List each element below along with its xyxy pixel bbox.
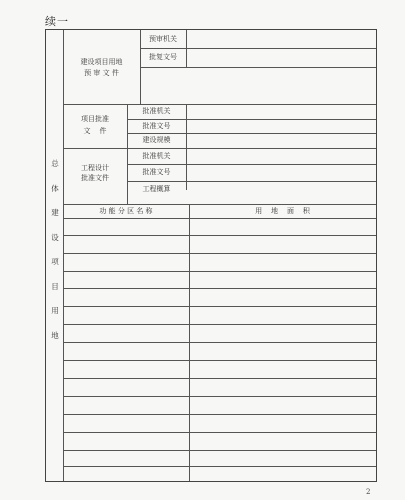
field-label: 批准机关 [142, 107, 171, 115]
page-number: 2 [366, 488, 371, 496]
field-label: 批准文号 [142, 168, 171, 176]
field-label: 建设规模 [142, 136, 171, 144]
group-design-label-2: 批准文件 [81, 174, 109, 182]
side-label-char: 建 [51, 208, 59, 217]
group-approval-label-1: 项目批准 [81, 115, 109, 123]
land-use-form [45, 29, 377, 482]
group-divider [63, 204, 376, 205]
table-row [63, 432, 376, 433]
table-row [63, 271, 376, 272]
group-divider [63, 148, 376, 149]
group-preliminary-label-2: 预 审 文 件 [84, 69, 119, 77]
table-row [63, 253, 376, 254]
group-design-row-line [127, 181, 376, 182]
field-label: 批复文号 [149, 53, 177, 61]
group-divider [63, 104, 376, 105]
side-label-char: 目 [51, 281, 59, 291]
group-approval-row-line [127, 119, 376, 120]
group-approval-row-line [127, 133, 376, 134]
table-row [63, 235, 376, 236]
side-label-char: 用 [51, 306, 59, 315]
table-row [63, 378, 376, 379]
table-row [63, 360, 376, 361]
field-label: 批准机关 [142, 152, 171, 160]
partition-name-header: 功 能 分 区 名 称 [99, 207, 153, 215]
table-row [63, 324, 376, 325]
side-label-char: 体 [51, 183, 59, 193]
page-title: 续一 [45, 15, 69, 28]
table-row [63, 414, 376, 415]
group-approval-label-2: 文 件 [83, 127, 107, 135]
side-label-char: 设 [51, 232, 59, 242]
group-preliminary-row-line [140, 67, 376, 68]
group-preliminary-row-line [140, 48, 376, 49]
field-label: 预审机关 [149, 35, 177, 43]
side-label-char: 项 [51, 257, 59, 266]
side-label-char: 总 [51, 159, 59, 168]
table-row [63, 466, 376, 467]
group-preliminary-label-1: 建设项目用地 [80, 58, 123, 66]
table-row [63, 218, 376, 219]
table-row [63, 306, 376, 307]
table-row [63, 288, 376, 289]
side-label [46, 160, 64, 339]
table-row [63, 396, 376, 397]
table-row [63, 342, 376, 343]
field-label: 批准文号 [142, 122, 171, 130]
group-approval-field-divider [186, 104, 187, 190]
partition-area-header: 用 地 面 积 [255, 207, 310, 215]
table-row [63, 450, 376, 451]
field-label: 工程概算 [142, 185, 171, 193]
group-design-row-line [127, 164, 376, 165]
group-design-label-1: 工程设计 [81, 164, 109, 172]
side-label-char: 地 [51, 330, 59, 340]
